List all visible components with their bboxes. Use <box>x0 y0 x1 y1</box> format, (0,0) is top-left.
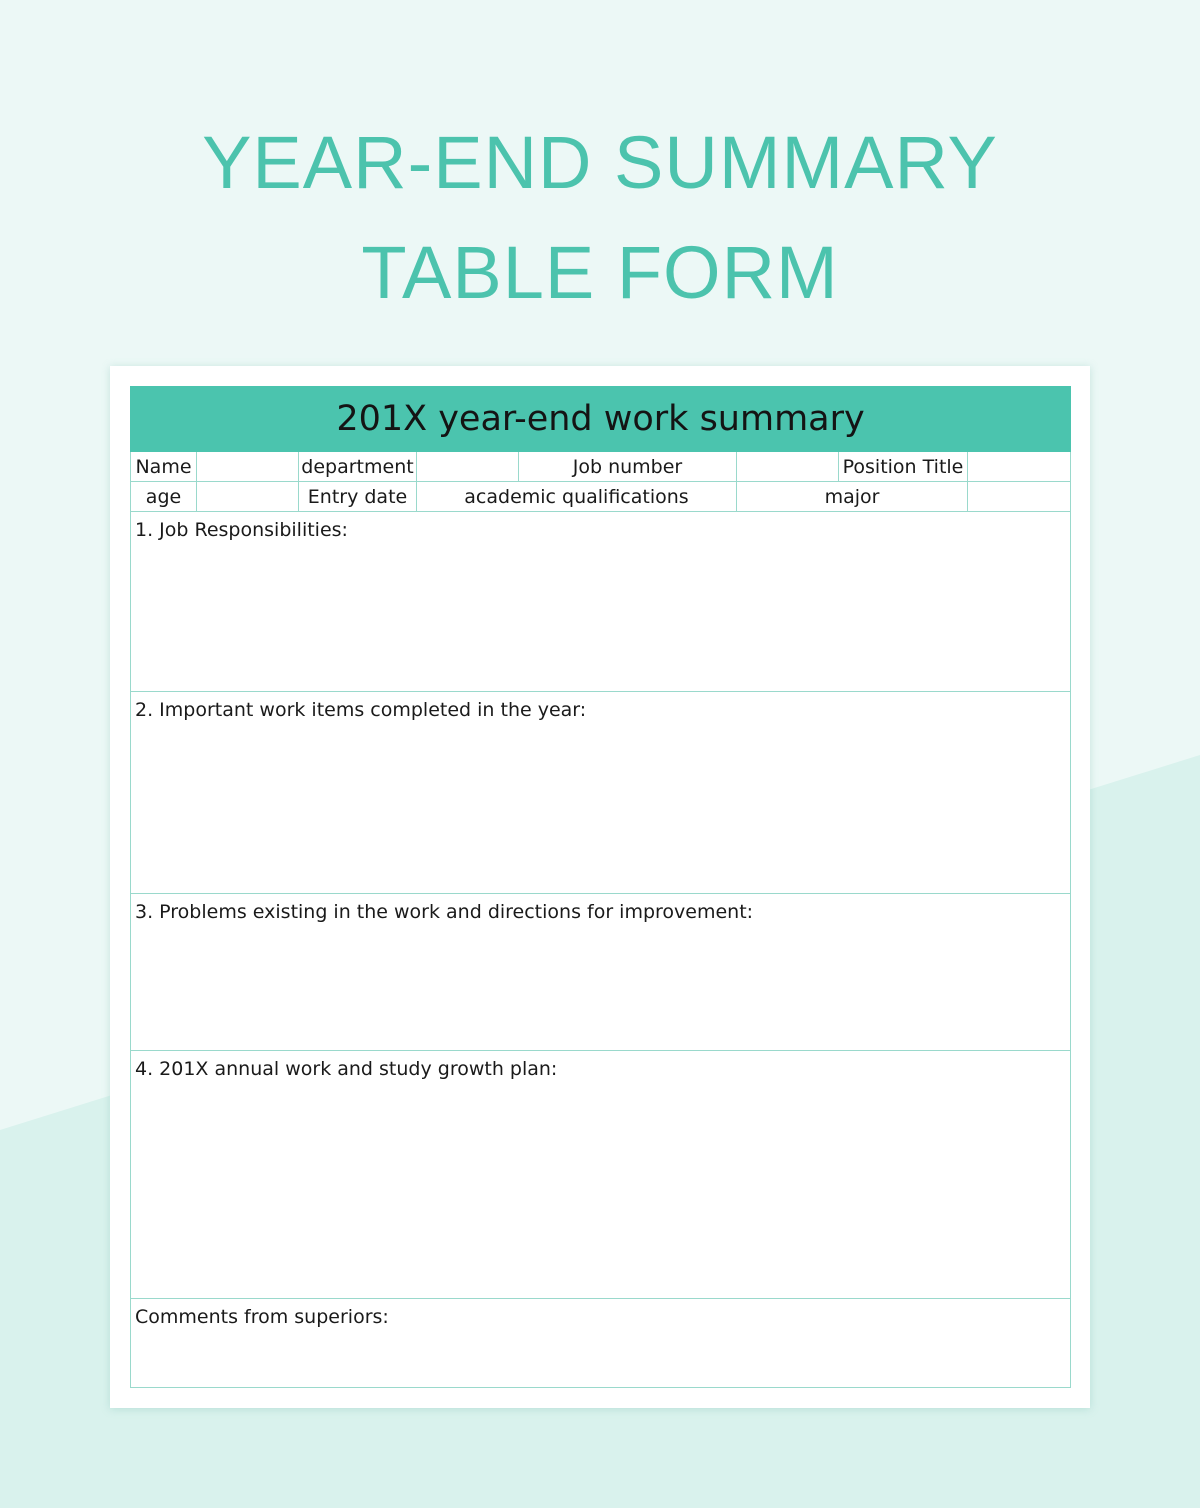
name-label: Name <box>131 452 197 482</box>
superior-comments-field[interactable] <box>131 1299 1071 1388</box>
section-row-superior-comments <box>131 1299 1071 1388</box>
job-number-label: Job number <box>519 452 737 482</box>
age-label: age <box>131 482 197 512</box>
department-field[interactable] <box>417 452 519 482</box>
position-title-field[interactable] <box>968 452 1071 482</box>
info-row-1 <box>131 452 1071 482</box>
section-row-important-work-items <box>131 692 1071 894</box>
form-sheet <box>110 366 1090 1408</box>
section-label: 1. Job Responsibilities: <box>135 519 348 541</box>
section-label: Comments from superiors: <box>135 1306 389 1328</box>
section-label: 3. Problems existing in the work and directions for improvement: <box>135 901 754 923</box>
important-work-items-field[interactable] <box>131 692 1071 894</box>
section-row-job-responsibilities <box>131 512 1071 692</box>
form-header: 201X year-end work summary <box>131 387 1071 452</box>
section-label: 2. Important work items completed in the year: <box>135 699 587 721</box>
section-row-growth-plan <box>131 1051 1071 1299</box>
page-title: YEAR-END SUMMARY TABLE FORM <box>202 121 998 314</box>
major-field[interactable] <box>968 482 1071 512</box>
problems-improvement-field[interactable] <box>131 894 1071 1051</box>
academic-qualifications-label: academic qualifications <box>417 482 737 512</box>
growth-plan-field[interactable] <box>131 1051 1071 1299</box>
section-row-problems-improvement <box>131 894 1071 1051</box>
department-label: department <box>299 452 417 482</box>
job-responsibilities-field[interactable] <box>131 512 1071 692</box>
info-row-2 <box>131 482 1071 512</box>
position-title-label: Position Title <box>839 452 968 482</box>
job-number-field[interactable] <box>737 452 839 482</box>
summary-form-table <box>130 386 1071 1388</box>
name-field[interactable] <box>197 452 299 482</box>
major-label: major <box>737 482 968 512</box>
age-field[interactable] <box>197 482 299 512</box>
entry-date-label: Entry date <box>299 482 417 512</box>
section-label: 4. 201X annual work and study growth plan: <box>135 1058 558 1080</box>
